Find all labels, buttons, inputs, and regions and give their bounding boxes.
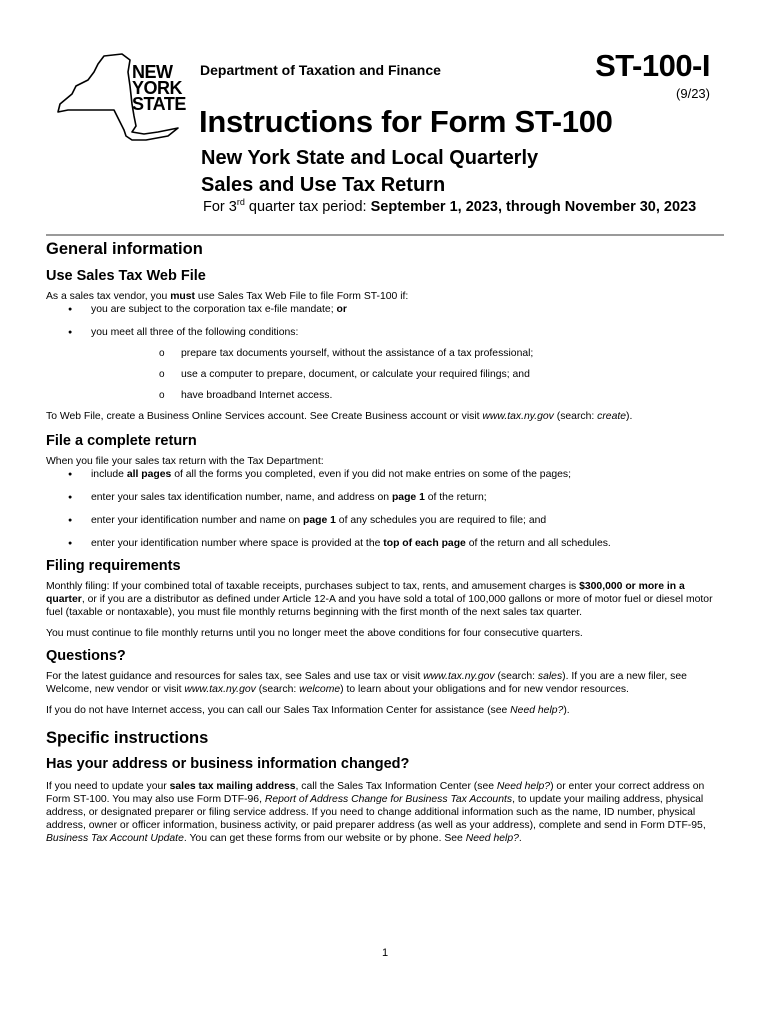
website-link[interactable]: www.tax.ny.gov [423, 671, 495, 682]
complete-return-list [46, 468, 726, 550]
form-id: ST-100-I [595, 48, 710, 83]
website-link[interactable]: www.tax.ny.gov [184, 684, 256, 695]
monthly-filing-paragraph [46, 580, 726, 619]
emphasis: $300,000 or more in a quarter [46, 581, 685, 605]
text: of any schedules you are required to file; and [335, 515, 547, 526]
text: To Web File, create a Business Online Services account. See Create Business account or visit [46, 411, 483, 422]
page-title: Instructions for Form ST-100 [199, 104, 613, 139]
logo-word-new: NEW [132, 62, 173, 82]
text: ) to learn about your obligations and for new vendor resources. [340, 684, 629, 695]
department-name: Department of Taxation and Finance [200, 62, 441, 78]
text: ). If you are a new filer, see Welcome, new vendor or visit [46, 671, 687, 695]
text: ). [626, 411, 633, 422]
list-item [46, 491, 726, 504]
internet-access-paragraph [46, 704, 726, 717]
text: of the return; [424, 492, 487, 503]
period-dates: September 1, 2023, through November 30, 2023 [370, 198, 697, 215]
period-mid: quarter tax period: [244, 198, 371, 215]
emphasis: sales tax mailing address [169, 781, 296, 792]
emphasis: page 1 [302, 515, 336, 526]
web-file-heading: Use Sales Tax Web File [46, 268, 206, 284]
text: include [91, 469, 127, 480]
period-prefix: For 3 [203, 198, 237, 215]
text: As a sales tax vendor, you [46, 291, 171, 302]
form-subtitle [201, 145, 538, 199]
questions-heading: Questions? [46, 648, 126, 664]
subtitle-line-1: New York State and Local Quarterly [201, 147, 539, 169]
text: you are subject to the corporation tax e-file mandate; [91, 304, 337, 315]
subtitle-line-2: Sales and Use Tax Return [201, 174, 446, 196]
form-title: Business Tax Account Update [46, 833, 184, 844]
address-change-heading: Has your address or business information changed? [46, 756, 410, 772]
general-information-heading: General information [46, 240, 203, 258]
text: If you need to update your [46, 781, 170, 792]
text: For the latest guidance and resources for sales tax, see Sales and use tax or visit [46, 671, 424, 682]
form-title: Report of Address Change for Business Tax Accounts [264, 794, 513, 805]
questions-paragraph [46, 670, 726, 696]
filing-requirements-heading: Filing requirements [46, 558, 181, 574]
list-item [46, 303, 726, 316]
web-file-conditions-list [46, 303, 726, 402]
complete-return-intro: When you file your sales tax return with the Tax Department: [46, 456, 324, 467]
logo-word-york: YORK [132, 78, 183, 98]
emphasis: or [336, 304, 347, 315]
text: (search: [255, 684, 300, 695]
web-file-close [46, 410, 726, 423]
text: If you do not have Internet access, you can call our Sales Tax Information Center for assistance (see [46, 705, 511, 716]
nys-logo [48, 52, 188, 144]
specific-instructions-heading: Specific instructions [46, 729, 209, 747]
cross-reference: Need help? [496, 781, 551, 792]
continue-filing-paragraph: You must continue to file monthly returns until you no longer meet the above conditions for four consecutive quarters. [46, 628, 583, 639]
search-term: welcome [299, 684, 341, 695]
list-item [46, 326, 726, 402]
text: enter your sales tax identification number, name, and address on [91, 492, 392, 503]
web-file-intro [46, 290, 726, 303]
text: of the return and all schedules. [465, 538, 611, 549]
cross-reference: Need help? [465, 833, 519, 844]
cross-reference: Need help? [510, 705, 564, 716]
header-divider [46, 234, 724, 236]
period-superscript: rd [236, 197, 245, 207]
tax-period [203, 197, 696, 215]
text: enter your identification number and name on [91, 515, 303, 526]
search-term: sales [537, 671, 563, 682]
text: , call the Sales Tax Information Center (see [295, 781, 497, 792]
text: enter your identification number where space is provided at the [91, 538, 384, 549]
sub-conditions-list [91, 347, 726, 402]
text: use Sales Tax Web File to file Form ST-100 if: [195, 291, 409, 302]
text: (search: [494, 671, 538, 682]
text: (search: [553, 411, 598, 422]
list-item [46, 537, 726, 550]
logo-word-state: STATE [132, 94, 186, 114]
search-term: create [597, 411, 627, 422]
emphasis: top of each page [383, 538, 466, 549]
text: ) or enter your correct address on Form ST-100. You may also use Form DTF-96, [46, 781, 705, 805]
page-number: 1 [381, 947, 389, 959]
list-item [46, 468, 726, 481]
list-item: o use a computer to prepare, document, or calculate your required filings; and [91, 368, 726, 381]
emphasis: page 1 [391, 492, 425, 503]
text: . [518, 833, 522, 844]
revision-date: (9/23) [676, 86, 710, 101]
text: . You can get these forms from our website or by phone. See [183, 833, 466, 844]
text: you meet all three of the following conditions: [91, 327, 299, 338]
website-link[interactable]: www.tax.ny.gov [482, 411, 554, 422]
complete-return-heading: File a complete return [46, 433, 197, 449]
list-item: o have broadband Internet access. [91, 389, 726, 402]
text: Monthly filing: If your combined total of taxable receipts, purchases subject to tax, rents, and amusement charges is [46, 581, 580, 592]
emphasis: all pages [126, 469, 172, 480]
address-change-paragraph [46, 780, 726, 845]
text: ). [563, 705, 570, 716]
list-item [46, 514, 726, 527]
text: , to update your mailing address, physical address, or designated preparer or filing service address. If you need to change additional information such as the name, ID number, physical address, owner or officer information, business activity, or paid preparer address (as well as your address), complete and send in Form DTF-95, [46, 794, 706, 831]
list-item: o prepare tax documents yourself, without the assistance of a tax professional; [91, 347, 726, 360]
text: , or if you are a distributor as defined under Article 12-A and you have sold a total of 100,000 gallons or more of motor fuel or diesel motor fuel (taxable or nontaxable), you must file monthly returns beginning with the first month of the next sales tax quarter. [46, 594, 713, 618]
content [46, 240, 726, 845]
text: of all the forms you completed, even if you did not make entries on some of the pages; [171, 469, 571, 480]
emphasis: must [170, 291, 196, 302]
